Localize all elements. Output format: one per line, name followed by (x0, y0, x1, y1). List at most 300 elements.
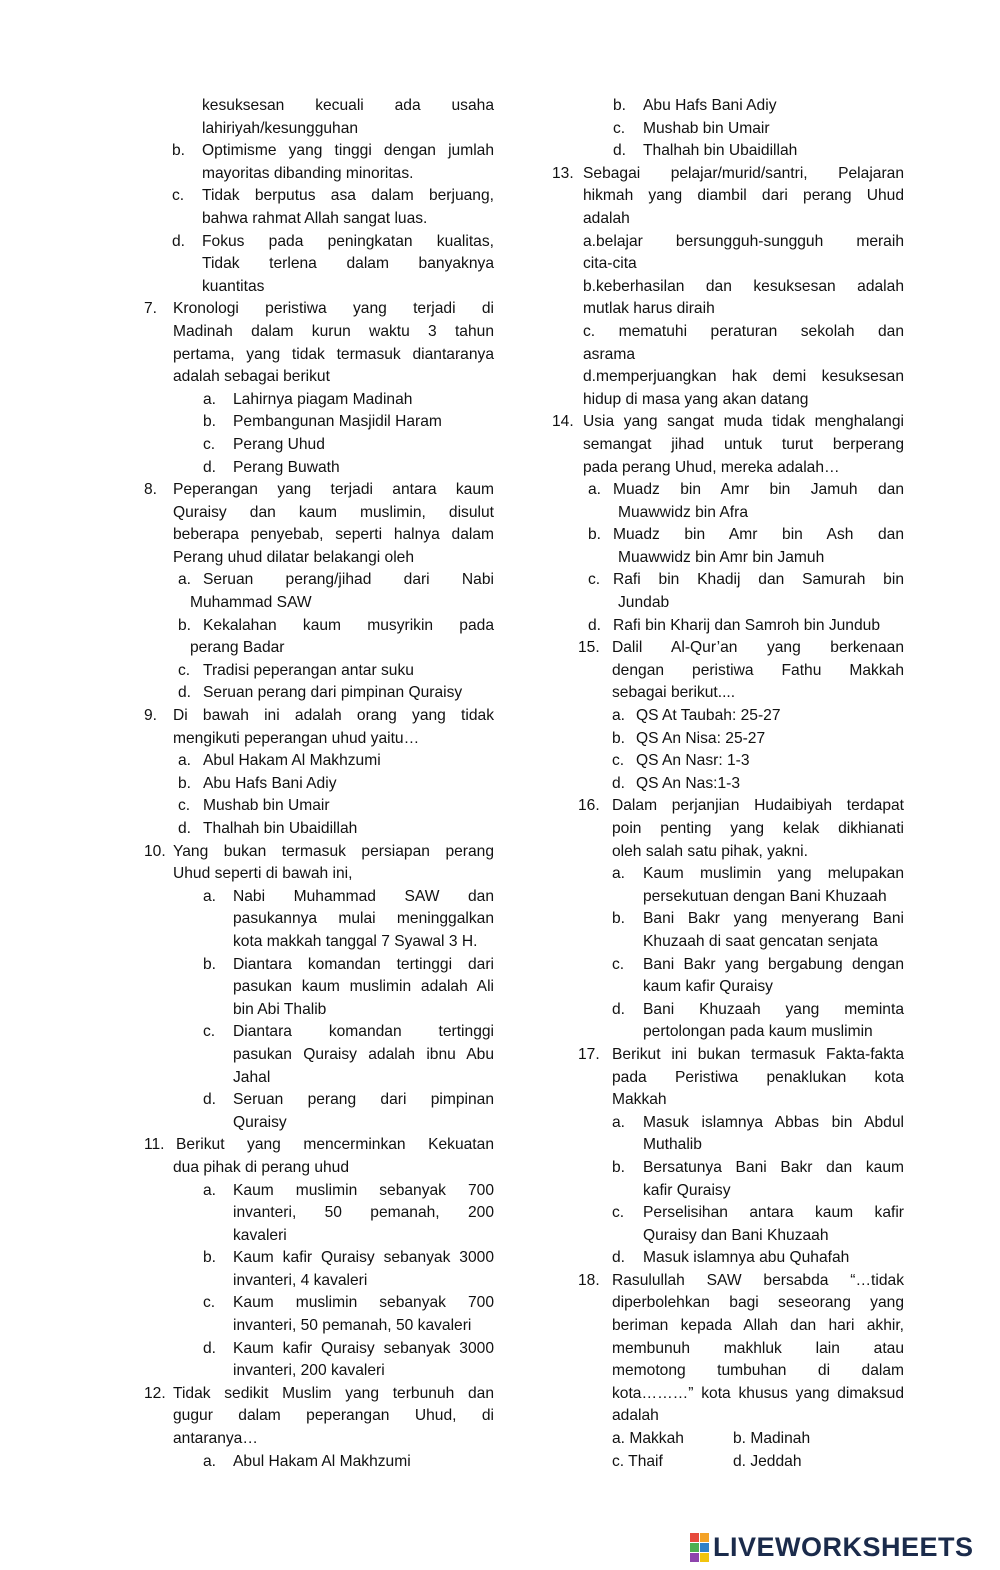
item-marker: c. (588, 571, 601, 589)
right-line (550, 1044, 904, 1067)
line-text: Bani Bakr yang menyerang Bani (643, 910, 904, 928)
right-line (550, 660, 904, 683)
line-text: pada Peristiwa penaklukan kota (612, 1068, 904, 1086)
right-line (550, 1315, 904, 1338)
item-marker: c. (178, 661, 191, 679)
left-line (140, 366, 494, 389)
liveworksheets-logo-icon (690, 1533, 709, 1562)
left-line (140, 705, 494, 728)
line-text: persekutuan dengan Bani Khuzaah (643, 887, 887, 905)
line-text: c. mematuhi peraturan sekolah dan (583, 322, 904, 340)
left-line (140, 1270, 494, 1293)
left-line (140, 728, 494, 751)
right-line (550, 366, 904, 389)
left-line (140, 976, 494, 999)
left-line (140, 208, 494, 231)
left-line (140, 1451, 494, 1474)
item-marker: a. (178, 571, 192, 589)
right-line (550, 1134, 904, 1157)
line-text: sebagai berikut.... (612, 684, 736, 702)
line-text: Lahirnya piagam Madinah (233, 390, 413, 408)
line-text: oleh salah satu pihak, yakni. (612, 842, 808, 860)
line-text: Muawwidz bin Amr bin Jamuh (618, 548, 825, 566)
item-marker: a. (612, 1113, 626, 1131)
item-marker: 9. (144, 707, 158, 725)
left-line (140, 1405, 494, 1428)
line-text: Madinah dalam kurun waktu 3 tahun (173, 322, 494, 340)
right-line (550, 954, 904, 977)
right-line (550, 298, 904, 321)
line-text: d.memperjuangkan hak demi kesuksesan (583, 368, 904, 386)
line-text: bin Abi Thalib (233, 1000, 327, 1018)
item-marker: c. (203, 435, 216, 453)
item-marker: b. (172, 142, 186, 160)
line-text: Kaum muslimin sebanyak 700 (233, 1294, 494, 1312)
right-line (550, 1067, 904, 1090)
line-text: Seruan perang dari pimpinan (233, 1091, 494, 1109)
line-text: Quraisy dan kaum muslimin, disulut (173, 503, 494, 521)
item-marker: d. (612, 1249, 626, 1267)
left-line (140, 1021, 494, 1044)
left-line (140, 1112, 494, 1135)
left-line (140, 118, 494, 141)
right-line (550, 795, 904, 818)
liveworksheets-footer (690, 1531, 974, 1563)
left-line (140, 1089, 494, 1112)
line-text: Seruan perang dari pimpinan Quraisy (203, 684, 463, 702)
line-text: pertama, yang tidak termasuk diantaranya (173, 345, 494, 363)
line-text: poin penting yang kelak dikhianati (612, 820, 904, 837)
left-line (140, 999, 494, 1022)
left-line (140, 1180, 494, 1203)
line-text: Peperangan yang terjadi antara kaum (173, 481, 494, 499)
right-line (550, 253, 904, 276)
item-marker: c. (172, 187, 185, 205)
item-marker: b. (178, 616, 192, 634)
line-text: adalah sebagai berikut (173, 368, 330, 386)
right-line (550, 231, 904, 254)
item-marker: a. (203, 887, 217, 905)
left-line (140, 660, 494, 683)
item-marker: 12. (144, 1384, 166, 1402)
right-line (550, 592, 904, 615)
right-line (550, 886, 904, 909)
right-line (550, 547, 904, 570)
line-text: adalah (583, 209, 630, 227)
logo-square (690, 1533, 699, 1542)
right-line (550, 457, 904, 480)
item-marker: c. (203, 1023, 216, 1041)
item-marker: a. (178, 752, 192, 770)
item-marker: 15. (578, 639, 600, 657)
line-text: a.belajar bersungguh-sungguh meraih (583, 232, 904, 250)
line-text: Dalam perjanjian Hudaibiyah terdapat (612, 797, 904, 815)
left-line (140, 908, 494, 931)
right-column (550, 95, 904, 1473)
line-text: Perselisihan antara kaum kafir (643, 1204, 904, 1222)
left-line (140, 954, 494, 977)
line-text: Rasulullah SAW bersabda “…tidak (612, 1271, 904, 1289)
item-marker: a. (588, 481, 602, 499)
line-text: invanteri, 200 kavaleri (233, 1362, 385, 1380)
item-marker: d. (203, 458, 217, 476)
line-text: semangat jihad untuk turut berperang (583, 435, 904, 453)
right-line (550, 1383, 904, 1406)
line-text: asrama (583, 345, 635, 363)
item-marker: a. (203, 1181, 217, 1199)
left-line (140, 163, 494, 186)
left-line (140, 140, 494, 163)
line-text: Perang Buwath (233, 458, 340, 476)
right-line (550, 637, 904, 660)
left-line (140, 1067, 494, 1090)
line-text: dengan peristiwa Fathu Makkah (612, 661, 904, 679)
left-line (140, 457, 494, 480)
left-line (140, 298, 494, 321)
line-text: lahiriyah/kesungguhan (202, 119, 359, 137)
left-line (140, 411, 494, 434)
item-marker: 18. (578, 1271, 600, 1289)
right-line (550, 208, 904, 231)
right-line (550, 1180, 904, 1203)
q18-options-row (550, 1428, 904, 1451)
line-text: Optimisme yang tinggi dengan jumlah (202, 142, 494, 160)
right-line (550, 389, 904, 412)
right-line (550, 1292, 904, 1315)
line-text: invanteri, 4 kavaleri (233, 1271, 368, 1289)
line-text: Nabi Muhammad SAW dan (233, 887, 494, 905)
line-text: Abul Hakam Al Makhzumi (203, 752, 381, 770)
left-line (140, 863, 494, 886)
line-text: pasukannya mulai meninggalkan (233, 910, 494, 928)
left-line (140, 547, 494, 570)
line-text: pasukan Quraisy adalah ibnu Abu (233, 1045, 494, 1063)
line-text: Yang bukan termasuk persiapan perang (173, 842, 494, 860)
left-line (140, 818, 494, 841)
item-marker: a. (203, 1452, 217, 1470)
left-line (140, 1315, 494, 1338)
right-line (550, 863, 904, 886)
right-line (550, 615, 904, 638)
right-line (550, 434, 904, 457)
left-line (140, 637, 494, 660)
line-text: invanteri, 50 pemanah, 200 (233, 1204, 494, 1222)
line-text: Fokus pada peningkatan kualitas, (202, 232, 494, 250)
right-line (550, 479, 904, 502)
q18-option-b: b. Madinah (733, 1430, 811, 1448)
line-text: cita-cita (583, 255, 637, 273)
left-line (140, 389, 494, 412)
left-line (140, 569, 494, 592)
left-line (140, 1338, 494, 1361)
left-line (140, 253, 494, 276)
item-marker: d. (588, 616, 602, 634)
line-text: mutlak harus diraih (583, 300, 715, 318)
line-text: kota makkah tanggal 7 Syawal 3 H. (233, 932, 478, 950)
line-text: perang Badar (190, 639, 285, 657)
item-marker: d. (612, 1000, 626, 1018)
item-marker: c. (612, 1204, 625, 1222)
line-text: hidup di masa yang akan datang (583, 390, 809, 408)
q18-option-c: c. Thaif (612, 1452, 663, 1470)
left-line (140, 1383, 494, 1406)
line-text: invanteri, 50 pemanah, 50 kavaleri (233, 1317, 472, 1335)
line-text: Perang uhud dilatar belakangi oleh (173, 548, 415, 566)
line-text: Khuzaah di saat gencatan senjata (643, 932, 878, 950)
line-text: bahwa rahmat Allah sangat luas. (202, 209, 428, 227)
left-line (140, 231, 494, 254)
item-marker: d. (612, 774, 626, 792)
left-line (140, 502, 494, 525)
left-line (140, 479, 494, 502)
line-text: Mushab bin Umair (643, 119, 770, 137)
line-text: Berikut yang mencerminkan Kekuatan (176, 1136, 494, 1154)
logo-square (700, 1543, 709, 1552)
line-text: pertolongan pada kaum muslimin (643, 1023, 873, 1041)
line-text: gugur dalam peperangan Uhud, di (173, 1407, 494, 1425)
item-marker: d. (613, 142, 627, 160)
line-text: Seruan perang/jihad dari Nabi (203, 571, 494, 589)
item-marker: b. (203, 955, 217, 973)
right-line (550, 1270, 904, 1293)
right-line (550, 502, 904, 525)
line-text: Bani Bakr yang bergabung dengan (643, 955, 904, 973)
right-line (550, 1089, 904, 1112)
right-line (550, 321, 904, 344)
line-text: Quraisy (233, 1113, 287, 1131)
item-marker: a. (203, 390, 217, 408)
item-marker: 13. (552, 164, 574, 182)
left-line (140, 321, 494, 344)
line-text: Quraisy dan Bani Khuzaah (643, 1226, 829, 1244)
right-line (550, 276, 904, 299)
left-line (140, 1134, 494, 1157)
line-text: Rafi bin Kharij dan Samroh bin Jundub (613, 616, 880, 634)
line-text: Makkah (612, 1091, 667, 1109)
right-line (550, 1225, 904, 1248)
line-text: Abu Hafs Bani Adiy (643, 97, 777, 114)
left-line (140, 931, 494, 954)
left-line (140, 1044, 494, 1067)
line-text: Uhud seperti di bawah ini, (173, 865, 353, 883)
line-text: Tidak sedikit Muslim yang terbunuh dan (173, 1384, 494, 1402)
left-line (140, 592, 494, 615)
right-line (550, 818, 904, 841)
item-marker: 10. (144, 842, 166, 860)
right-line (550, 841, 904, 864)
left-line (140, 795, 494, 818)
left-line (140, 1428, 494, 1451)
line-text: Abu Hafs Bani Adiy (203, 774, 337, 792)
line-text: Bersatunya Bani Bakr dan kaum (643, 1158, 904, 1176)
right-line (550, 908, 904, 931)
item-marker: b. (613, 97, 627, 114)
line-text: Mushab bin Umair (203, 797, 330, 815)
right-line (550, 1112, 904, 1135)
item-marker: c. (612, 752, 625, 770)
line-text: Jahal (233, 1068, 271, 1086)
item-marker: b. (588, 526, 602, 544)
item-marker: 8. (144, 481, 158, 499)
line-text: beberapa penyebab, seperti halnya dalam (173, 526, 494, 544)
line-text: adalah (612, 1407, 659, 1425)
item-marker: b. (612, 910, 626, 928)
q18-options-row (550, 1451, 904, 1474)
right-line (550, 118, 904, 141)
line-text: kafir Quraisy (643, 1181, 731, 1199)
line-text: QS An Nisa: 25-27 (636, 729, 766, 747)
line-text: memotong tumbuhan di dalam (612, 1362, 904, 1380)
line-text: Muadz bin Amr bin Ash dan (613, 526, 904, 544)
item-marker: 11. (144, 1136, 165, 1154)
right-line (550, 163, 904, 186)
item-marker: b. (203, 1249, 217, 1267)
line-text: Thalhah bin Ubaidillah (643, 142, 798, 160)
item-marker: b. (203, 413, 217, 431)
right-line (550, 411, 904, 434)
line-text: Muthalib (643, 1136, 702, 1154)
left-line (140, 615, 494, 638)
item-marker: d. (172, 232, 186, 250)
left-column (140, 95, 494, 1473)
line-text: QS An Nas:1-3 (636, 774, 741, 792)
line-text: Kaum kafir Quraisy sebanyak 3000 (233, 1249, 494, 1267)
line-text: Kaum muslimin yang melupakan (643, 865, 904, 883)
line-text: Muadz bin Amr bin Jamuh dan (613, 481, 904, 499)
line-text: kuantitas (202, 277, 265, 295)
item-marker: 14. (552, 413, 574, 431)
right-line (550, 140, 904, 163)
left-line (140, 1247, 494, 1270)
line-text: Muhammad SAW (190, 594, 312, 612)
item-marker: 7. (144, 300, 158, 318)
right-line (550, 682, 904, 705)
left-line (140, 1360, 494, 1383)
item-marker: b. (612, 1158, 626, 1176)
line-text: Kekalahan kaum musyrikin pada (203, 616, 494, 634)
line-text: Masuk islamnya abu Quhafah (643, 1249, 850, 1267)
right-line (550, 750, 904, 773)
left-line (140, 1225, 494, 1248)
line-text: Rafi bin Khadij dan Samurah bin (613, 571, 904, 589)
line-text: kavaleri (233, 1226, 287, 1244)
left-line (140, 344, 494, 367)
line-text: Abul Hakam Al Makhzumi (233, 1452, 411, 1470)
left-line (140, 1292, 494, 1315)
line-text: kesuksesan kecuali ada usaha (202, 97, 494, 114)
item-marker: c. (203, 1294, 216, 1312)
line-text: Tradisi peperangan antar suku (203, 661, 414, 679)
line-text: Perang Uhud (233, 435, 325, 453)
left-line (140, 841, 494, 864)
line-text: Dalil Al-Qur’an yang berkenaan (612, 639, 904, 657)
right-line (550, 999, 904, 1022)
line-text: Tidak berputus asa dalam berjuang, (202, 187, 494, 205)
logo-square (700, 1533, 709, 1542)
line-text: Jundab (618, 594, 670, 612)
line-text: kaum kafir Quraisy (643, 978, 773, 996)
left-line (140, 773, 494, 796)
logo-square (690, 1553, 699, 1562)
line-text: b.keberhasilan dan kesuksesan adalah (583, 277, 904, 295)
q18-option-a: a. Makkah (612, 1430, 684, 1448)
line-text: Di bawah ini adalah orang yang tidak (173, 707, 494, 725)
line-text: membunuh makhluk lain atau (612, 1339, 904, 1357)
line-text: mengikuti peperangan uhud yaitu… (173, 729, 420, 747)
right-line (550, 344, 904, 367)
line-text: kota………” kota khusus yang dimaksud (612, 1384, 904, 1402)
item-marker: a. (612, 707, 626, 725)
line-text: Tidak terlena dalam banyaknya (202, 255, 494, 273)
q18-option-d: d. Jeddah (733, 1452, 802, 1470)
left-line (140, 886, 494, 909)
line-text: mayoritas dibanding minoritas. (202, 164, 414, 182)
right-line (550, 728, 904, 751)
right-line (550, 95, 904, 118)
item-marker: d. (178, 820, 192, 837)
line-text: pasukan kaum muslimin adalah Ali (233, 978, 494, 996)
line-text: beriman kepada Allah dan hari akhir, (612, 1317, 904, 1335)
right-line (550, 705, 904, 728)
right-line (550, 569, 904, 592)
logo-square (700, 1553, 709, 1562)
left-line (140, 276, 494, 299)
right-line (550, 1247, 904, 1270)
line-text: Muawwidz bin Afra (618, 503, 749, 521)
left-line (140, 524, 494, 547)
line-text: Kaum kafir Quraisy sebanyak 3000 (233, 1339, 494, 1357)
right-line (550, 1157, 904, 1180)
line-text: dua pihak di perang uhud (173, 1158, 350, 1176)
right-line (550, 1360, 904, 1383)
right-line (550, 931, 904, 954)
right-line (550, 1405, 904, 1428)
item-marker: b. (178, 774, 192, 792)
line-text: pada perang Uhud, mereka adalah… (583, 458, 840, 476)
line-text: QS An Nasr: 1-3 (636, 752, 750, 770)
line-text: Bani Khuzaah yang meminta (643, 1000, 904, 1018)
item-marker: 16. (578, 797, 600, 815)
right-line (550, 1021, 904, 1044)
right-line (550, 1202, 904, 1225)
line-text: Pembangunan Masjidil Haram (233, 413, 442, 431)
left-line (140, 1157, 494, 1180)
line-text: QS At Taubah: 25-27 (636, 707, 781, 725)
line-text: Berikut ini bukan termasuk Fakta-fakta (612, 1045, 904, 1063)
item-marker: 17. (578, 1045, 600, 1063)
left-line (140, 95, 494, 118)
left-line (140, 185, 494, 208)
left-line (140, 682, 494, 705)
right-line (550, 524, 904, 547)
line-text: Kaum muslimin sebanyak 700 (233, 1181, 494, 1199)
left-line (140, 1202, 494, 1225)
line-text: Diantara komandan tertinggi dari (233, 955, 494, 973)
line-text: Usia yang sangat muda tidak menghalangi (583, 413, 904, 431)
left-line (140, 434, 494, 457)
item-marker: a. (612, 865, 626, 883)
item-marker: c. (612, 955, 625, 973)
item-marker: b. (612, 729, 626, 747)
line-text: Kronologi peristiwa yang terjadi di (173, 300, 494, 318)
left-line (140, 750, 494, 773)
item-marker: d. (178, 684, 192, 702)
right-line (550, 1338, 904, 1361)
right-line (550, 976, 904, 999)
item-marker: c. (178, 797, 191, 815)
item-marker: c. (613, 119, 626, 137)
line-text: hikmah yang diambil dari perang Uhud (583, 187, 904, 205)
